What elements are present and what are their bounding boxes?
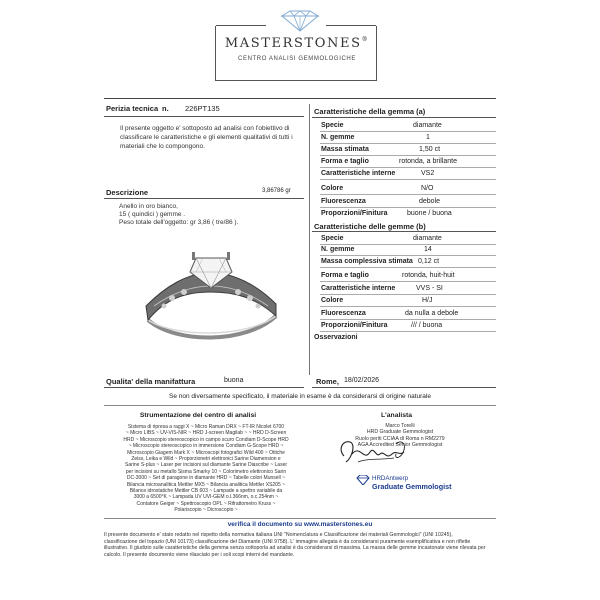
gemme-b-label-colore: Colore — [321, 297, 344, 304]
gemma-a-label-forma: Forma e taglio — [321, 158, 369, 165]
strumentazione-line: Sarine S-plus ~ Laser per incisioni sul diamante Sarine Diascribe ~ Laser — [124, 462, 288, 469]
brand-subtitle: CENTRO ANALISI GEMMOLOGICHE — [238, 56, 356, 62]
row-rule — [320, 167, 496, 168]
descrizione-title: Descrizione — [106, 188, 149, 197]
ring-photo — [136, 236, 286, 348]
gemma-a-value-specie: diamante — [413, 122, 442, 129]
strumentazione-list — [102, 424, 310, 514]
intro-text: Il presente oggetto e' sottoposto ad analisi con l'obiettivo di classificare le caratteristiche e gli elementi qualitativi di tutti i materiali che lo compongono. — [120, 125, 293, 150]
quality-label: Qualita' della manifattura — [106, 377, 196, 386]
strumentazione-line: per incisioni su metallo Sisma Smarky 10 ~ Colorimetro elettronico Sarin — [125, 468, 287, 475]
gemma-a-label-colore: Colore — [321, 185, 344, 192]
strumentazione-line: 3000 a 6500°K ~ Lampada UV UVI-GEM o.l.366nm, o.c.254nm ~ — [133, 494, 279, 501]
strumentazione-line: Polariscopio ~ Dicroscopio ~ — [174, 507, 238, 514]
row-rule — [320, 281, 496, 282]
gemma-a-value-forma: rotonda, a brillante — [399, 158, 457, 165]
gemma-a-value-fluorescenza: debole — [419, 198, 441, 205]
gemme-b-value-fluorescenza: da nulla a debole — [405, 310, 459, 317]
row-rule — [320, 255, 496, 256]
gemma-a-value-colore: N/O — [421, 185, 434, 192]
descrizione-line-2: 15 ( quindici ) gemme . — [119, 211, 186, 218]
footer-line: classificazione del topazio (UNI 10173) classificazione del Diamante (UNI 9758). L' immagine allegata è da considerarsi puramente esemplificativa e non riflette — [104, 538, 471, 545]
row-rule — [320, 244, 496, 245]
hrd-graduate-label: Graduate Gemmologist — [372, 482, 452, 491]
row-rule — [320, 179, 496, 180]
natural-origin-notice: Se non diversamente specificato, il materiale in esame è da considerarsi di origine naturale — [169, 393, 431, 400]
gemma-a-label-fluorescenza: Fluorescenza — [321, 198, 366, 205]
strumentazione-line: HRD ~ Microscopio stereoscopico in campo scuro Condiam D-Scope HRD — [123, 436, 289, 443]
strumentazione-line: Contatore Geiger ~ Spettroscopio OPL ~ Rifrattometro Kruss ~ — [136, 500, 276, 507]
gemme-b-value-interne: VVS - SI — [416, 285, 443, 292]
strumentazione-line: ~ Micro LIBS ~ UV-VIS-NIR ~ HRD J-screen Magilab ~ ~ HRD D-Screen — [125, 430, 287, 437]
row-rule — [320, 194, 496, 195]
gemme-b-label-interne: Caratteristiche interne — [321, 285, 396, 292]
gemma-a-label-ngemme: N. gemme — [321, 134, 355, 141]
date-underline — [312, 387, 496, 388]
brand-name — [222, 36, 372, 51]
gemma-a-value-proporzioni: buone / buona — [407, 210, 452, 217]
date-value: 18/02/2026 — [344, 377, 380, 384]
gemme-b-label-massa: Massa complessiva stimata — [321, 258, 413, 265]
footer-line: calcolo. Il presente documento viene rilasciato per i soli scopi interni del mandante. — [104, 551, 295, 558]
top-rule — [104, 98, 496, 99]
gemma-a-label-massa: Massa stimata — [321, 146, 369, 153]
gemma-a-title-rule — [312, 117, 496, 118]
legal-footer — [104, 532, 496, 558]
column-divider — [309, 104, 310, 375]
perizia-number: 226PT135 — [185, 104, 220, 113]
hrd-diamond-icon — [356, 475, 370, 485]
hrd-antwerp-label: HRDAntwerp — [372, 475, 409, 482]
gemme-b-label-forma: Forma e taglio — [321, 272, 369, 279]
strumentazione-line: Microscopio Giagem Mark X ~ Microscopi fotografici Wild 400 ~ Ottiche — [127, 449, 285, 456]
gemma-a-value-interne: VS2 — [421, 170, 435, 177]
verify-link[interactable]: verifica il documento su www.masterstones.eu — [227, 521, 373, 528]
gemme-b-value-specie: diamante — [413, 235, 442, 242]
strumentazione-line: DC-3000 ~ Set di paragone in diamante HRD ~ Tabelle colori Munsell ~ — [126, 475, 286, 482]
perizia-n: n. — [162, 104, 169, 113]
perizia-label: Perizia tecnica — [106, 104, 159, 113]
quality-value: buona — [224, 377, 244, 384]
notice-rule — [104, 405, 496, 406]
gemme-b-value-colore: H/J — [422, 297, 433, 304]
logo-frame — [215, 26, 377, 81]
row-rule — [320, 155, 496, 156]
gemme-b-title-rule — [312, 231, 496, 232]
verify-rule — [104, 518, 496, 519]
gemme-b-value-massa: 0,12 ct — [418, 258, 440, 265]
analista-line: AGA Accredited Senior Gemmologist — [357, 442, 443, 449]
analista-line: HRD Graduate Gemmologist — [366, 429, 434, 436]
place-label: Rome, — [316, 377, 339, 386]
row-rule — [320, 207, 496, 208]
descrizione-underline — [104, 198, 304, 199]
perizia-underline — [104, 116, 304, 117]
gemme-b-title: Caratteristiche delle gemme (b) — [314, 222, 426, 231]
gemma-a-title: Caratteristiche della gemma (a) — [314, 107, 426, 116]
analista-line: Ruolo periti CCIAA di Roma n RM2279 — [355, 435, 445, 442]
strumentazione-line: Zeiss, Leika e Wild ~ Proporzionetri elettronici Sarine Diamension e — [131, 456, 281, 463]
row-rule — [320, 319, 496, 320]
registered-mark: ® — [361, 36, 370, 43]
osservazioni-label: Osservazioni — [314, 334, 358, 341]
brand-name-text: MASTERSTONES — [224, 36, 362, 51]
gemma-a-label-interne: Caratteristiche interne — [321, 170, 396, 177]
analista-name: Marco Torelli — [385, 423, 415, 429]
analista-title: L'analista — [381, 412, 413, 419]
descrizione-weight: 3,86786 gr — [262, 188, 291, 194]
strumentazione-line: ~ Microscopio stereoscopico in immersione Condiam G-Scope HRD ~ — [128, 443, 284, 450]
gemme-b-value-forma: rotonda, huit-huit — [402, 272, 455, 279]
strumentazione-title: Strumentazione del centro di analisi — [139, 412, 257, 419]
descrizione-line-3: Peso totale dell'oggetto: gr 3,86 ( tre/86 ). — [119, 219, 239, 226]
strumentazione-line: Sistema di ripresa a raggi X ~ Micro Raman DRX ~ FT-IR Nicolet 6700 — [127, 424, 285, 430]
strumentazione-line: Bilance idrostatiche Mettler CB 603 ~ Lampade a spettro variabile da — [129, 488, 283, 495]
gemma-a-value-massa: 1,50 ct — [419, 146, 441, 153]
gemme-b-value-ngemme: 14 — [424, 246, 432, 253]
footer-line: illustrativo. Il giudizio sulle caratteristiche della gemma senza sottoporla ad analisi è da considerarsi di massima. La massa delle gemme incastonate viene rilevata per — [104, 545, 486, 552]
gemme-b-label-ngemme: N. gemme — [321, 246, 355, 253]
descrizione-line-1: Anello in oro bianco, — [119, 203, 178, 210]
quality-underline — [104, 387, 304, 388]
gemma-a-label-proporzioni: Proporzioni/Finitura — [321, 210, 388, 217]
footer-line: Il presente documento e' stato redatto nel rispetto della normativa italiana UNI "Nomenclatura e Classificazione dei materiali Gemmologici" (UNI 10245), — [104, 532, 453, 538]
gemma-a-value-ngemme: 1 — [426, 134, 430, 141]
row-rule — [320, 331, 496, 332]
row-rule — [320, 143, 496, 144]
row-rule — [320, 294, 496, 295]
gemme-b-label-fluorescenza: Fluorescenza — [321, 310, 366, 317]
gemme-b-label-proporzioni: Proporzioni/Finitura — [321, 322, 388, 329]
row-rule — [320, 267, 496, 268]
row-rule — [320, 306, 496, 307]
strumentazione-line: Bilancia microanalitica Mettler MX5 ~ Bilancia analitica Mettler XS205 ~ — [126, 481, 286, 488]
gemma-a-label-specie: Specie — [321, 122, 344, 129]
gemme-b-value-proporzioni: /// / buona — [411, 322, 443, 329]
row-rule — [320, 131, 496, 132]
gemme-b-label-specie: Specie — [321, 235, 344, 242]
signature — [334, 432, 416, 472]
